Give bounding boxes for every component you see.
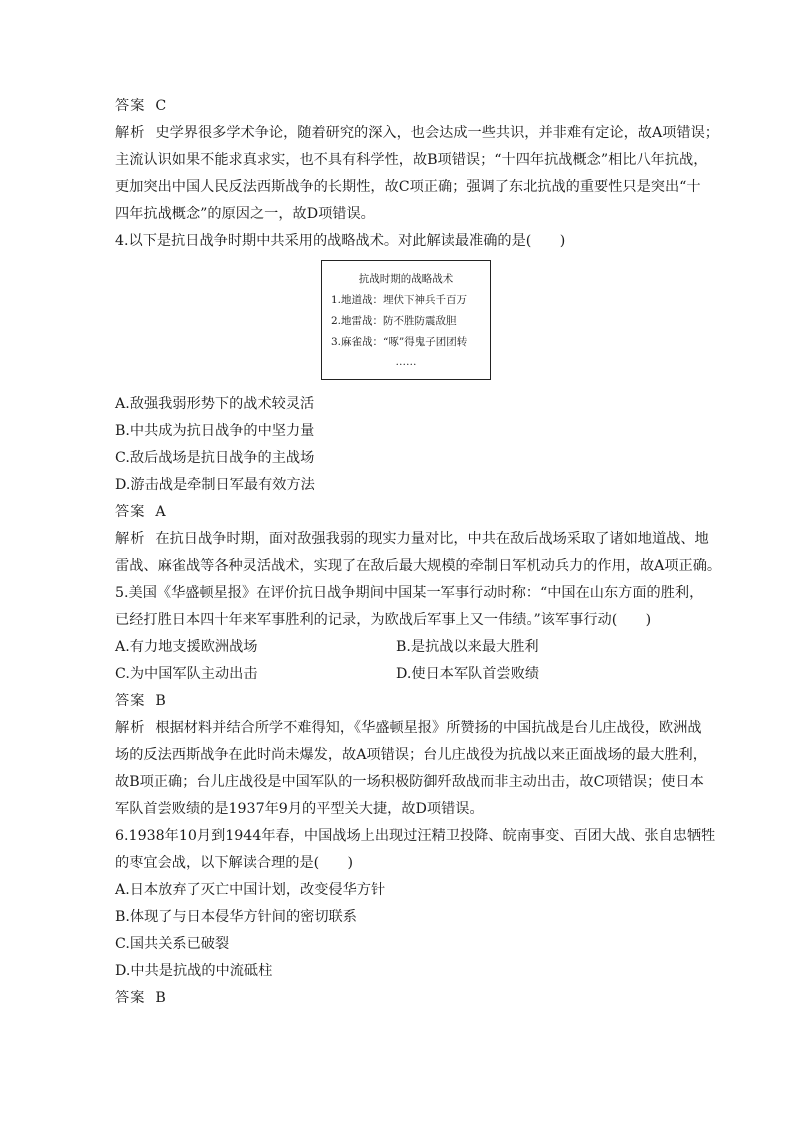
analysis-line: 军队首尝败绩的是1937年9月的平型关大捷，故D项错误。 [115,801,484,817]
analysis-line: 场的反法西斯战争在此时尚未爆发，故A项错误；台儿庄战役为抗战以来正面战场的最大胜利， [115,747,707,763]
answer-line [115,985,705,1012]
figure-container [115,255,705,391]
answer-label: 答案 [115,98,146,114]
option-c: C.敌后战场是抗日战争的主战场 [115,450,315,466]
answer-value: B [155,693,166,709]
analysis-text: 根据材料并结合所学不难得知，《华盛顿星报》所赞扬的中国抗战是台儿庄战役，欧洲战 [155,720,702,736]
option-b: B.体现了与日本侵华方针间的密切联系 [115,909,357,925]
question-stem: 5.美国《华盛顿星报》在评价抗日战争期间中国某一军事行动时称：“中国在山东方面的胜利， [115,585,704,601]
answer-value: A [155,504,166,520]
analysis-line: 主流认识如果不能求真求实，也不具有科学性，故B项错误；“十四年抗战概念”相比八年抗战， [115,152,708,168]
option-a: A.日本放弃了灭亡中国计划，改变侵华方针 [115,882,386,898]
option-d: D.游击战是牵制日军最有效方法 [115,477,315,493]
analysis-line: 更加突出中国人民反法西斯战争的长期性，故C项正确；强调了东北抗战的重要性只是突出“十 [115,179,701,195]
figure-title: 抗战时期的战略战术 [358,273,454,285]
answer-label: 答案 [115,990,146,1006]
answer-line [115,688,705,715]
analysis-text: 史学界很多学术争论，随着研究的深入，也会达成一些共识，并非难有定论，故A项错误； [155,125,719,141]
option-b: B.是抗战以来最大胜利 [396,639,539,655]
question-stem: 4.以下是抗日战争时期中共采用的战略战术。对此解读最准确的是( ) [115,233,566,249]
answer-label: 答案 [115,693,146,709]
question-stem: 已经打胜日本四十年来军事胜利的记录，为欧战后军事上又一伟绩。”该军事行动( ) [115,612,652,628]
option-d: D.使日本军队首尝败绩 [396,666,540,682]
option-b: B.中共成为抗日战争的中坚力量 [115,423,315,439]
option-row [115,661,705,688]
analysis-label: 解析 [115,531,146,547]
option-row [115,634,705,661]
figure-item: 3.麻雀战：“啄”得鬼子团团转 [331,336,468,348]
answer-label: 答案 [115,504,146,520]
option-c: C.为中国军队主动出击 [115,666,258,682]
answer-line [115,93,705,120]
answer-value: C [155,98,167,114]
tactics-figure-box [321,260,491,380]
figure-item: 1.地道战：埋伏下神兵千百万 [331,294,468,306]
analysis-line [115,526,709,553]
option-d: D.中共是抗战的中流砥柱 [115,963,273,979]
figure-item: 2.地雷战：防不胜防震敌胆 [331,315,457,327]
option-c: C.国共关系已破裂 [115,936,230,952]
analysis-line: 故B项正确；台儿庄战役是中国军队的一场积极防御歼敌战而非主动出击，故C项错误；使日本 [115,774,704,790]
option-a: A.有力地支援欧洲战场 [115,639,258,655]
analysis-line: 四年抗战概念”的原因之一，故D项错误。 [115,206,375,222]
question-stem: 6.1938年10月到1944年春，中国战场上出现过汪精卫投降、皖南事变、百团大战、张自忠牺牲 [115,828,716,844]
answer-line [115,499,705,526]
analysis-line [115,715,705,742]
analysis-line: 雷战、麻雀战等各种灵活战术，实现了在敌后最大规模的牵制日军机动兵力的作用，故A项正确。 [115,558,722,574]
document-page [115,93,722,1012]
answer-value: B [155,990,166,1006]
option-a: A.敌强我弱形势下的战术较灵活 [115,396,315,412]
analysis-label: 解析 [115,720,146,736]
analysis-line [115,120,719,147]
figure-ellipsis: …… [395,356,417,368]
analysis-label: 解析 [115,125,146,141]
analysis-text: 在抗日战争时期，面对敌强我弱的现实力量对比，中共在敌后战场采取了诸如地道战、地 [155,531,709,547]
question-stem: 的枣宜会战，以下解读合理的是( ) [115,855,354,871]
